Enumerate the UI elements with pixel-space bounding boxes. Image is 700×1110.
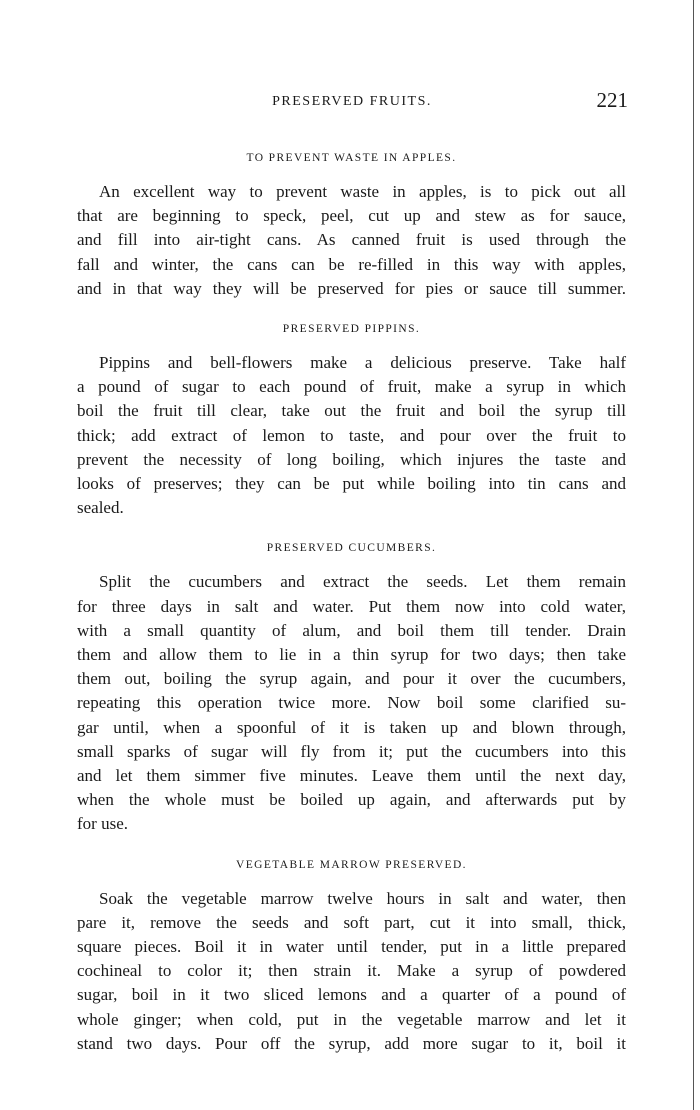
paragraph [77,351,626,520]
section-heading: TO PREVENT WASTE IN APPLES. [246,152,457,164]
text-line: stand two days. Pour off the syrup, add more sugar to it, boil it [77,1033,626,1053]
text-line: them out, boiling the syrup again, and pour it over the cucumbers, [77,669,626,689]
text-line: and in that way they will be preserved for pies or sauce till summer. [77,278,626,298]
text-line: repeating this operation twice more. Now boil some clarified su- [77,693,626,713]
text-line: square pieces. Boil it in water until tender, put in a little prepared [77,937,626,957]
text-line: for three days in salt and water. Put them now into cold water, [77,596,626,616]
section-heading: PRESERVED CUCUMBERS. [266,542,437,555]
text-line: prevent the necessity of long boiling, which injures the taste and [77,449,626,469]
text-line: sealed. [77,498,124,518]
text-line: a pound of sugar to each pound of fruit, make a syrup in which [77,377,626,397]
text-line: Split the cucumbers and extract the seeds. Let them remain [99,572,626,592]
paragraph [77,887,626,1056]
running-head: PRESERVED FRUITS. [272,94,432,109]
text-line: that are beginning to speck, peel, cut up and stew as for sauce, [77,206,626,226]
section-vegetable-marrow-preserved [77,857,626,1056]
text-line: boil the fruit till clear, take out the fruit and boil the syrup till [77,401,626,421]
section-preserved-pippins [77,321,626,520]
text-line: cochineal to color it; then strain it. Make a syrup of powdered [77,961,626,981]
text-line: fall and winter, the cans can be re-filled in this way with apples, [77,254,626,274]
section-preserved-cucumbers [77,540,626,836]
page-edge-line [693,0,694,1110]
text-line: and fill into air-tight cans. As canned fruit is used through the [77,230,626,250]
text-line: them and allow them to lie in a thin syrup for two days; then take [77,645,626,665]
page-content [77,150,626,1076]
section-prevent-waste-in-apples [77,150,626,301]
paragraph [77,180,626,301]
text-line: and let them simmer five minutes. Leave them until the next day, [77,766,626,786]
text-line: small sparks of sugar will fly from it; put the cucumbers into this [77,741,626,761]
page-number: 221 [596,88,628,112]
text-line: when the whole must be boiled up again, and afterwards put by [77,790,626,810]
text-line: gar until, when a spoonful of it is taken up and blown through, [77,717,626,737]
text-line: Soak the vegetable marrow twelve hours in salt and water, then [99,888,626,908]
paragraph [77,570,626,836]
section-heading: VEGETABLE MARROW PRESERVED. [236,858,467,871]
section-heading: PRESERVED PIPPINS. [282,323,421,336]
text-line: sugar, boil in it two sliced lemons and a quarter of a pound of [77,985,626,1005]
text-line: Pippins and bell-flowers make a delicious preserve. Take half [99,353,626,373]
text-line: An excellent way to prevent waste in apples, is to pick out all [99,182,626,201]
text-line: for use. [77,814,128,834]
text-line: whole ginger; when cold, put in the vegetable marrow and let it [77,1009,626,1029]
page-header [76,88,628,114]
text-line: thick; add extract of lemon to taste, and pour over the fruit to [77,425,626,445]
text-line: with a small quantity of alum, and boil them till tender. Drain [77,620,626,640]
text-line: looks of preserves; they can be put while boiling into tin cans and [77,474,626,494]
text-line: pare it, remove the seeds and soft part, cut it into small, thick, [77,912,626,932]
